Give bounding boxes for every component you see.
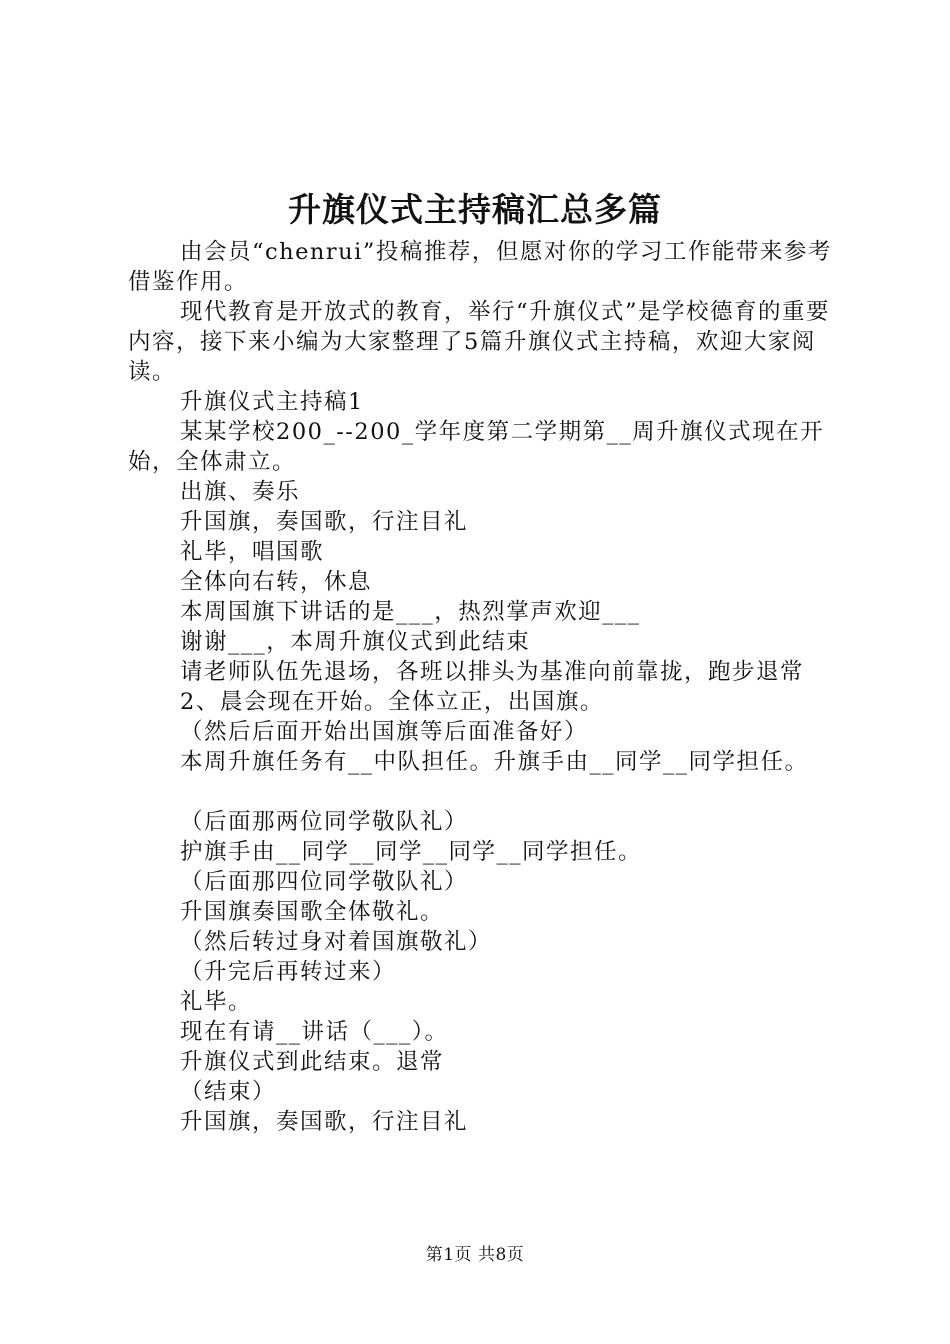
paragraph: （结束） <box>180 1079 277 1105</box>
paragraph: 本周国旗下讲话的是___，热烈掌声欢迎___ <box>180 599 641 625</box>
section-heading: 升旗仪式主持稿1 <box>180 389 364 415</box>
document-body <box>128 237 848 1137</box>
paragraph: （后面那两位同学敬队礼） <box>180 809 469 835</box>
paragraph: （然后后面开始出国旗等后面准备好） <box>180 719 589 745</box>
paragraph: （然后转过身对着国旗敬礼） <box>180 929 493 955</box>
paragraph: 升旗仪式到此结束。退常 <box>180 1049 445 1075</box>
blank-line <box>128 777 848 807</box>
paragraph: 本周升旗任务有__中队担任。升旗手由__同学__同学担任。 <box>180 749 809 775</box>
paragraph: 某某学校200_--200_学年度第二学期第__周升旗仪式现在开始，全体肃立。 <box>128 419 825 475</box>
paragraph: 现在有请__讲话（___）。 <box>180 1019 449 1045</box>
paragraph: （升完后再转过来） <box>180 959 397 985</box>
page-footer: 第1页 共8页 <box>425 1245 525 1265</box>
paragraph: 由会员“chenrui”投稿推荐，但愿对你的学习工作能带来参考借鉴作用。 <box>128 239 832 295</box>
paragraph: 2、晨会现在开始。全体立正，出国旗。 <box>180 689 604 715</box>
paragraph: 出旗、奏乐 <box>180 479 301 505</box>
paragraph: （后面那四位同学敬队礼） <box>180 869 469 895</box>
paragraph: 礼毕，唱国歌 <box>180 539 325 565</box>
paragraph: 护旗手由__同学__同学__同学__同学担任。 <box>180 839 643 865</box>
paragraph: 现代教育是开放式的教育，举行“升旗仪式”是学校德育的重要内容，接下来小编为大家整理了5篇升旗仪式主持稿，欢迎大家阅读。 <box>128 299 831 385</box>
paragraph: 升国旗奏国歌全体敬礼。 <box>180 899 445 925</box>
paragraph: 礼毕。 <box>180 989 253 1015</box>
paragraph: 全体向右转，休息 <box>180 569 373 595</box>
paragraph: 谢谢___，本周升旗仪式到此结束 <box>180 629 531 655</box>
paragraph: 升国旗，奏国歌，行注目礼 <box>180 509 469 535</box>
document-title: 升旗仪式主持稿汇总多篇 <box>288 190 662 229</box>
paragraph: 请老师队伍先退场，各班以排头为基准向前靠拢，跑步退常 <box>180 659 805 685</box>
paragraph: 升国旗，奏国歌，行注目礼 <box>180 1109 469 1135</box>
